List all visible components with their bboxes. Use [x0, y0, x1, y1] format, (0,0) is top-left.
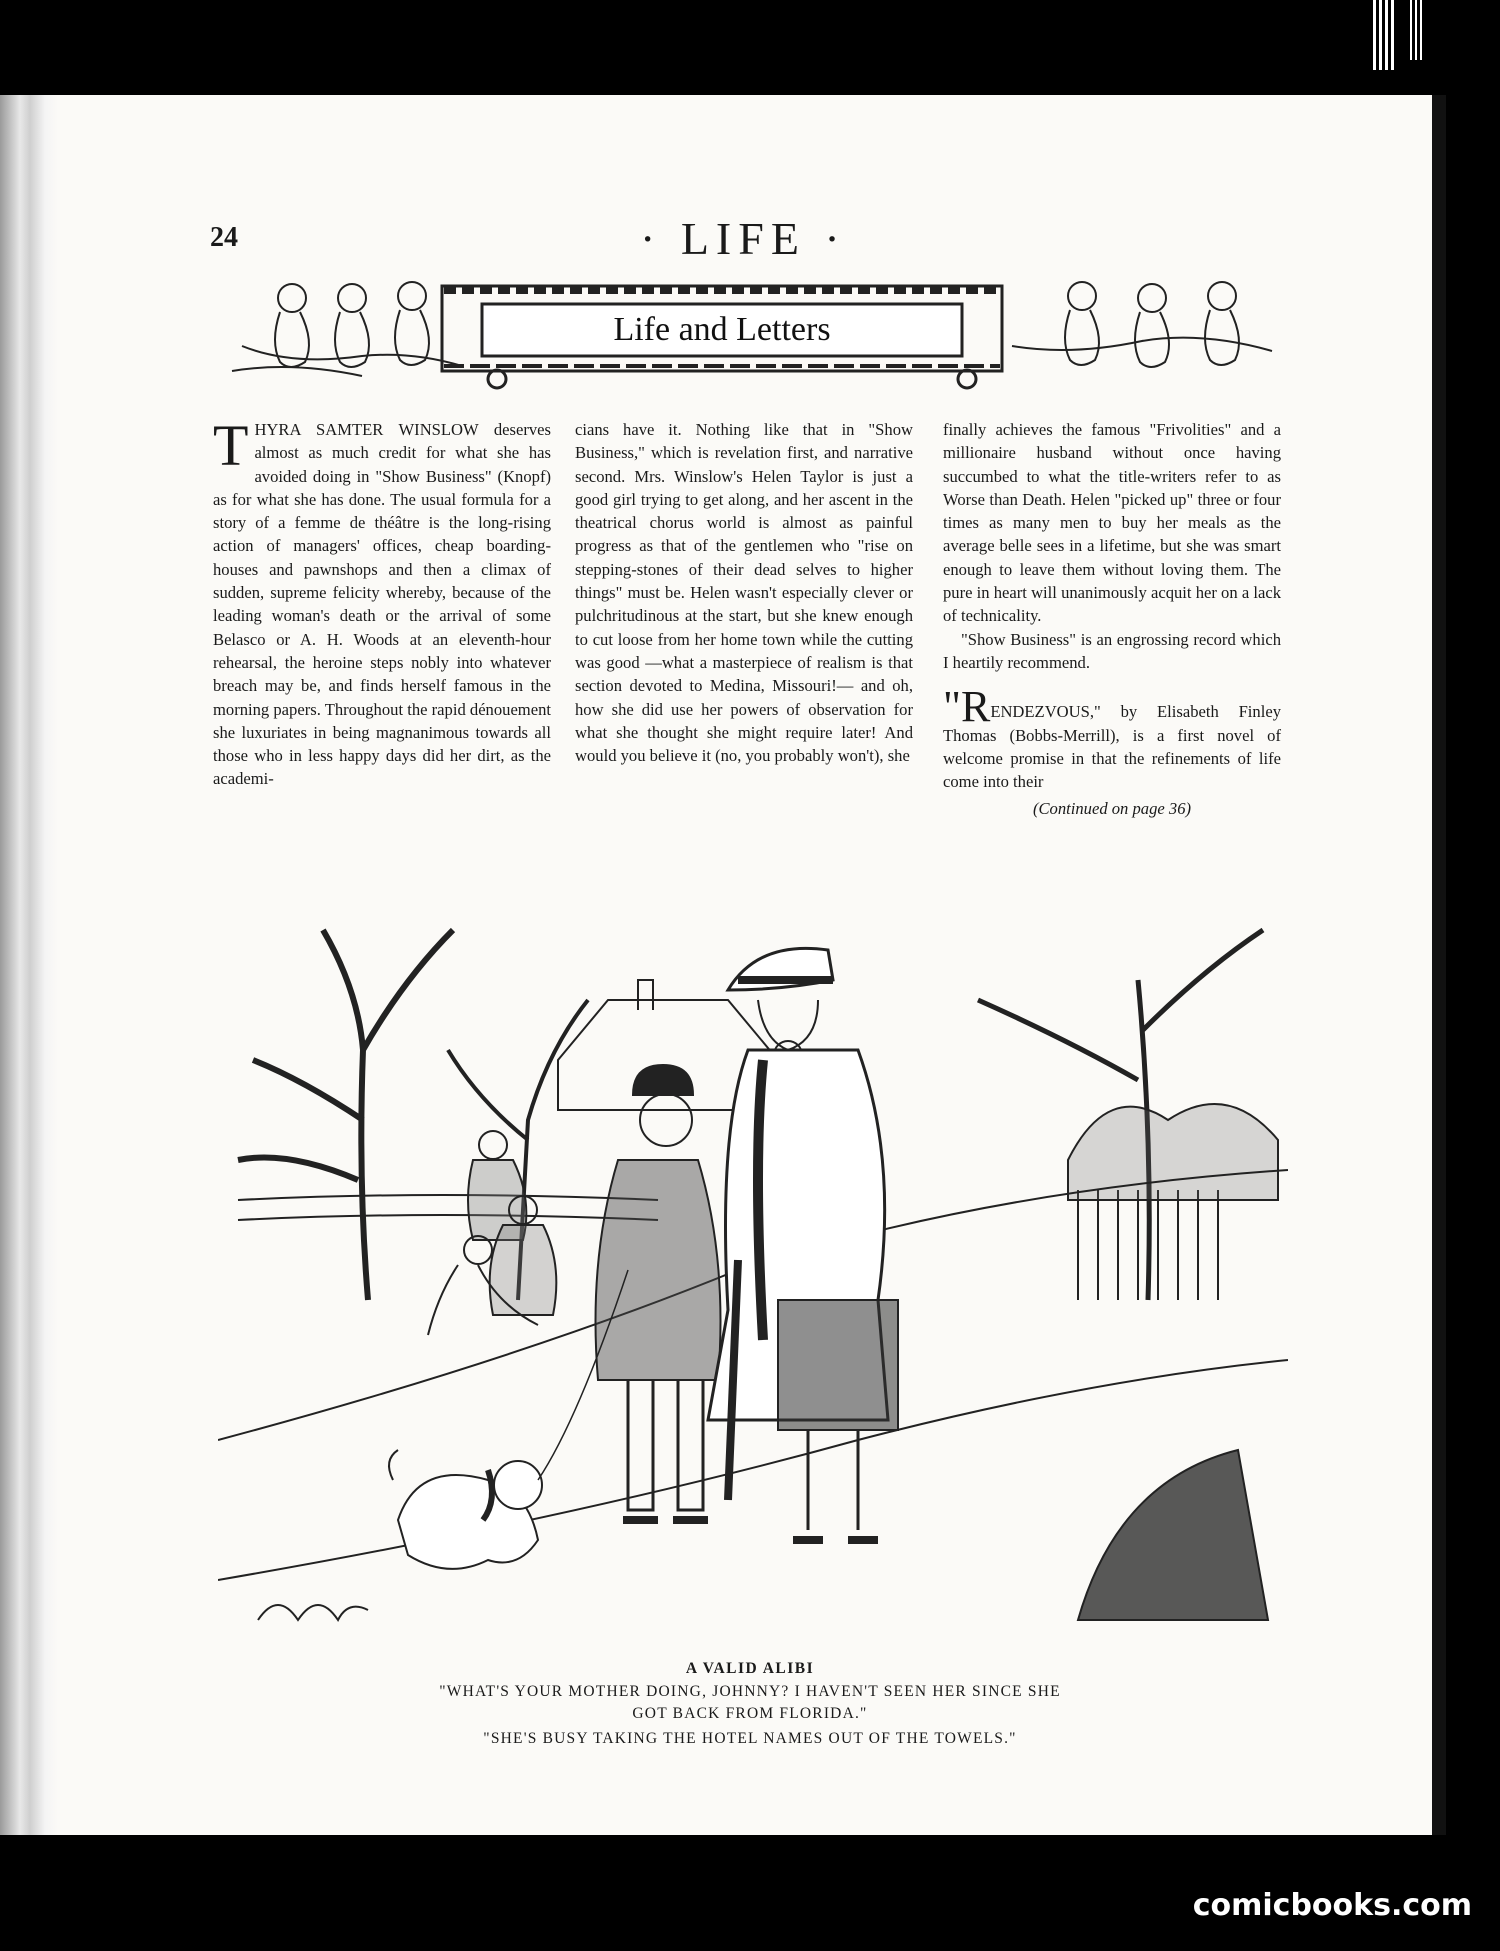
fence [1068, 1190, 1258, 1300]
cartoon-caption-line: GOT BACK FROM FLORIDA." [632, 1705, 868, 1722]
column-text: cians have it. Nothing like that in "Show Business," which is revelation first, and narrative second. Mrs. Winslow's Helen Taylor is just a good girl trying to get along, and her ascent in the theatrical chorus world is almost as painful progress as that of the gentlemen who "rise on stepping-stones of their dead selves to higher things" must be. Helen wasn't especially clever or pulchritudinous at the start, but she knew enough to cut loose from her home town while the cutting was good —what a masterpiece of realism is that section devoted to Medina, Missouri!— and oh, how she did use her powers of observation for what she thought she might require later! And would you believe it (no, you probably won't), she [575, 420, 913, 766]
page-edge [1432, 95, 1446, 1835]
binder-clip [1373, 0, 1395, 70]
paragraph: finally achieves the famous "Frivolities" and a millionaire husband without once having succumbed to what the title-writers refer to as Worse than Death. Helen "picked up" three or four times as many men to buy her meals as the average belle sees in a lifetime, but she was smart enough to leave them without loving them. The pure in heart will unanimously acquit her on a lack of technicality. [943, 420, 1281, 626]
cart-illustration [442, 286, 1002, 388]
section-banner [222, 276, 1292, 391]
drop-cap: "R [943, 682, 991, 732]
continued-note: (Continued on page 36) [1032, 799, 1192, 819]
hedge [1068, 1104, 1278, 1200]
article-column-2 [575, 418, 913, 767]
masthead: · LIFE · [640, 213, 847, 264]
binding-gutter [0, 95, 58, 1835]
cartoon-caption-line: "WHAT'S YOUR MOTHER DOING, JOHNNY? I HAVEN'T SEEN HER SINCE SHE [439, 1683, 1061, 1700]
artist-signature [258, 1605, 368, 1620]
page-number: 24 [210, 222, 238, 253]
article-column-1 [213, 413, 551, 791]
drop-cap: T [213, 413, 249, 478]
cartoon-caption-line: "SHE'S BUSY TAKING THE HOTEL NAMES OUT OF THE TOWELS." [483, 1730, 1017, 1747]
cartoon-illustration [218, 880, 1288, 1640]
column-text: HYRA SAMTER WINSLOW deserves almost as much credit for what she has avoided doing in "Show Business" (Knopf) as for what she has done. The usual formula for a story of a femme de théâtre is the long-rising action of managers' offices, cheap boarding-houses and pawnshops and then a climax of sudden, supreme felicity whereby, because of the leading woman's death or the arrival of some Belasco or A. H. Woods at an eleventh-hour rehearsal, the heroine steps nobly into whatever breach may be, and finds herself famous in the morning papers. Throughout the rapid dénouement she luxuriates in being magnanimous towards all those who in less happy days did her dirt, as the academi- [213, 420, 551, 789]
paragraph: "Show Business" is an engrossing record which I heartily recommend. [943, 629, 1281, 672]
banner-title: Life and Letters [613, 311, 831, 348]
boy-figure [596, 1065, 721, 1520]
bush [1078, 1450, 1268, 1620]
woman-figure [708, 948, 898, 1540]
cherubs-left-illustration [232, 282, 462, 376]
cherubs-right-illustration [1012, 282, 1272, 367]
watermark: comicbooks.com [1192, 1888, 1472, 1923]
cartoon-title: A VALID ALIBI [685, 1660, 815, 1677]
children-playing [428, 1131, 556, 1335]
binder-clip [1410, 0, 1424, 60]
paragraph: ENDEZVOUS," by Elisabeth Finley Thomas (Bobbs-Merrill), is a first novel of welcome promise in that the refinements of life come into their [943, 702, 1281, 792]
article-column-3 [943, 418, 1281, 821]
tree-left [238, 930, 453, 1300]
